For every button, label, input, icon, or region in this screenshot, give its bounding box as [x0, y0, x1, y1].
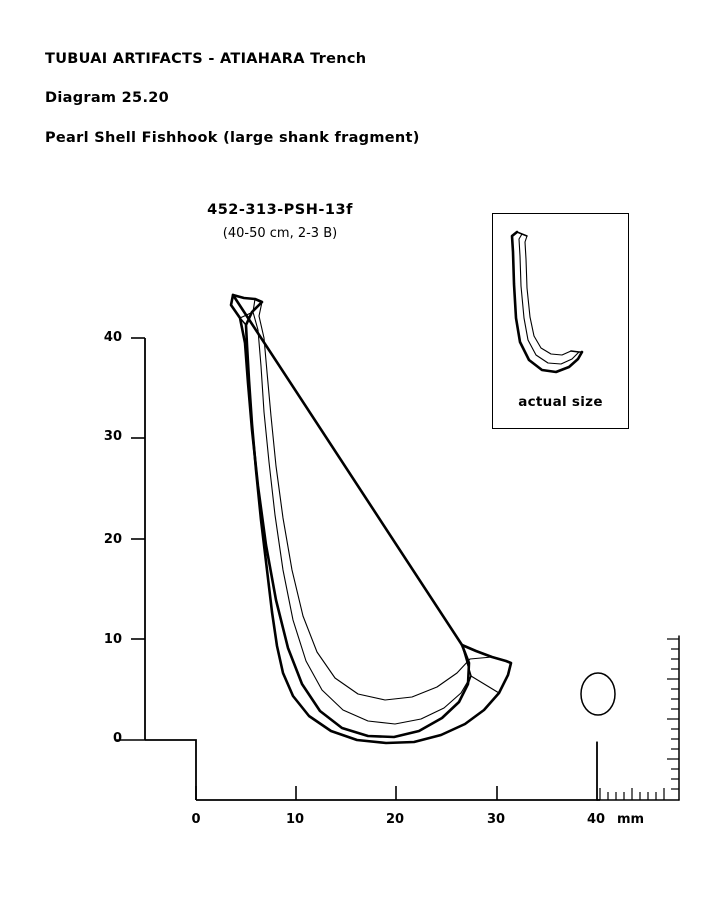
x-axis-tick-10: 10 [285, 812, 305, 827]
y-axis-tick-10: 10 [103, 632, 122, 647]
y-axis-tick-20: 20 [103, 532, 122, 547]
x-axis-tick-40: 40 [586, 812, 606, 827]
inset-label: actual size [518, 394, 603, 410]
diagram-subject: Pearl Shell Fishhook (large shank fragment) [45, 130, 420, 146]
specimen-id: 452-313-PSH-13f [207, 202, 353, 218]
y-axis-tick-0: 0 [112, 731, 122, 746]
diagram-number: Diagram 25.20 [45, 90, 170, 106]
x-axis-tick-20: 20 [385, 812, 405, 827]
specimen-provenance: (40-50 cm, 2-3 B) [222, 226, 338, 241]
x-axis-unit: mm [617, 812, 645, 827]
page-title: TUBUAI ARTIFACTS - ATIAHARA Trench [45, 51, 367, 67]
y-axis-tick-30: 30 [103, 429, 122, 444]
cross-section-oval [581, 673, 615, 715]
x-axis-tick-30: 30 [486, 812, 506, 827]
y-axis-tick-40: 40 [103, 330, 122, 345]
x-axis-tick-0: 0 [191, 812, 201, 827]
